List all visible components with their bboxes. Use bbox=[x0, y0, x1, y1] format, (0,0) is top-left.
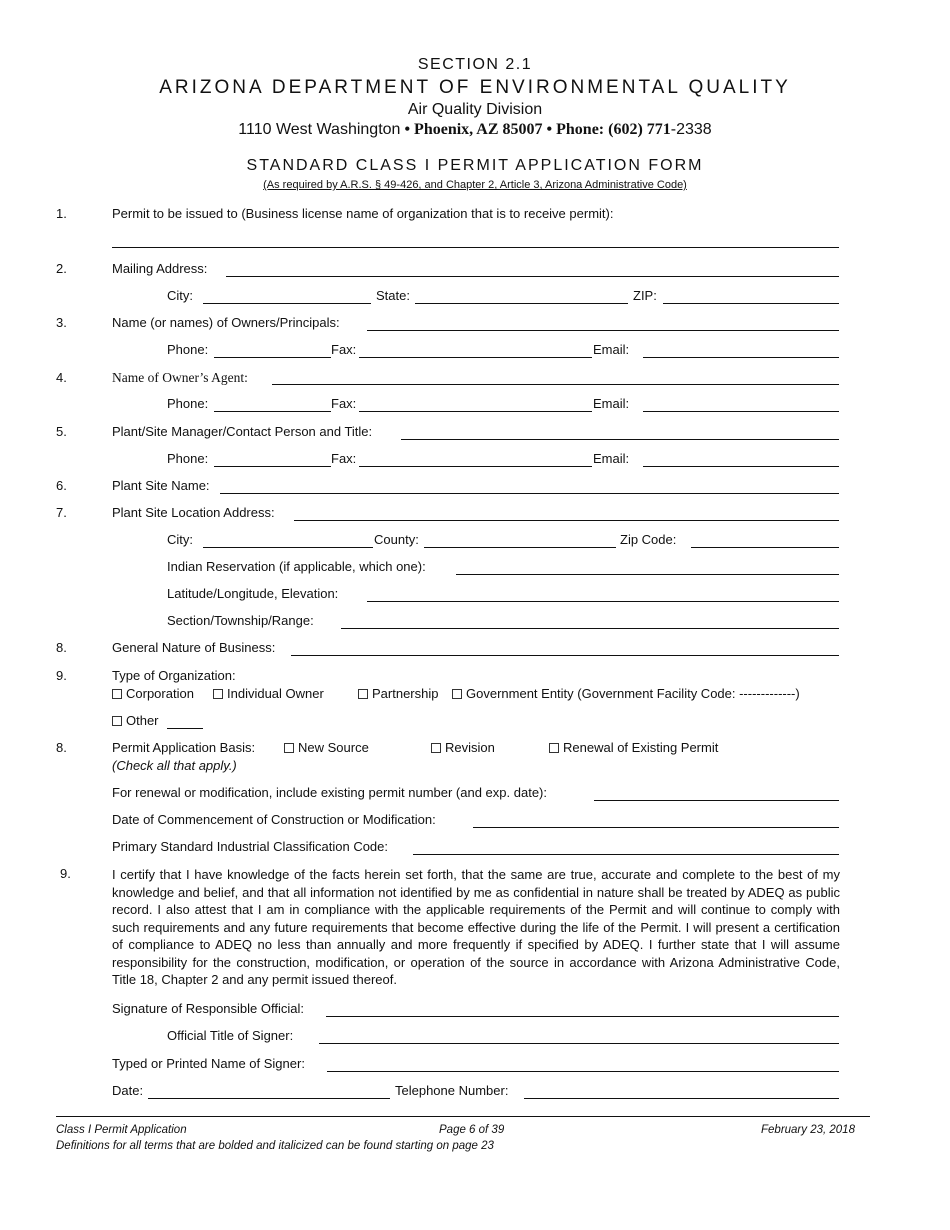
phone-label: Phone: bbox=[167, 342, 209, 357]
owners-phone-field[interactable] bbox=[214, 357, 331, 358]
indian-reservation-label: Indian Reservation (if applicable, which one): bbox=[167, 559, 426, 574]
item-number: 7. bbox=[56, 505, 67, 520]
contact-fax-field[interactable] bbox=[359, 466, 592, 467]
state-field[interactable] bbox=[415, 303, 628, 304]
plant-county-field[interactable] bbox=[424, 547, 616, 548]
sic-code-field[interactable] bbox=[413, 854, 839, 855]
indian-reservation-field[interactable] bbox=[456, 574, 839, 575]
plant-location-field[interactable] bbox=[294, 520, 839, 521]
checkbox-icon[interactable] bbox=[213, 689, 223, 699]
item-number: 3. bbox=[56, 315, 67, 330]
checkbox-icon[interactable] bbox=[431, 743, 441, 753]
zip-code-label: Zip Code: bbox=[620, 532, 677, 547]
org-individual-option[interactable]: Individual Owner bbox=[213, 686, 324, 701]
item-number: 8. bbox=[56, 640, 67, 655]
org-other-option[interactable]: Other bbox=[112, 713, 159, 728]
checkbox-icon[interactable] bbox=[549, 743, 559, 753]
email-label: Email: bbox=[593, 342, 630, 357]
county-label: County: bbox=[374, 532, 419, 547]
city-field[interactable] bbox=[203, 303, 371, 304]
org-partnership-option[interactable]: Partnership bbox=[358, 686, 438, 701]
email-label: Email: bbox=[593, 396, 630, 411]
footer-page-number: Page 6 of 39 bbox=[439, 1124, 505, 1136]
checkbox-icon[interactable] bbox=[112, 689, 122, 699]
date-label: Date: bbox=[112, 1083, 144, 1098]
footer-doc-name: Class I Permit Application bbox=[56, 1124, 187, 1136]
plant-zip-field[interactable] bbox=[691, 547, 839, 548]
owners-fax-field[interactable] bbox=[359, 357, 592, 358]
lat-long-label: Latitude/Longitude, Elevation: bbox=[167, 586, 339, 601]
checkbox-icon[interactable] bbox=[358, 689, 368, 699]
section-label: SECTION 2.1 bbox=[417, 56, 533, 73]
renewal-permit-label: For renewal or modification, include existing permit number (and exp. date): bbox=[112, 785, 547, 800]
zip-label: ZIP: bbox=[633, 288, 657, 303]
application-basis-label: Permit Application Basis: bbox=[112, 740, 256, 755]
date-field[interactable] bbox=[148, 1098, 390, 1099]
nature-of-business-field[interactable] bbox=[291, 655, 839, 656]
plant-site-name-field[interactable] bbox=[220, 493, 839, 494]
commencement-date-label: Date of Commencement of Construction or Modification: bbox=[112, 812, 436, 827]
form-title: STANDARD CLASS I PERMIT APPLICATION FORM bbox=[246, 157, 704, 174]
agent-field[interactable] bbox=[272, 384, 839, 385]
contact-field[interactable] bbox=[401, 439, 839, 440]
agent-phone-field[interactable] bbox=[214, 411, 331, 412]
org-corporation-option[interactable]: Corporation bbox=[112, 686, 194, 701]
plant-city-field[interactable] bbox=[203, 547, 373, 548]
section-township-label: Section/Township/Range: bbox=[167, 613, 314, 628]
owners-label: Name (or names) of Owners/Principals: bbox=[112, 315, 340, 330]
checkbox-icon[interactable] bbox=[452, 689, 462, 699]
department-address: 1110 West Washington • Phoenix, AZ 85007 • Phone: (602) 771-2338 bbox=[238, 121, 712, 138]
fax-label: Fax: bbox=[331, 396, 357, 411]
city-label: City: bbox=[167, 532, 193, 547]
department-name: ARIZONA DEPARTMENT OF ENVIRONMENTAL QUALITY bbox=[159, 77, 791, 98]
telephone-label: Telephone Number: bbox=[395, 1083, 509, 1098]
renewal-permit-field[interactable] bbox=[594, 800, 839, 801]
signature-field[interactable] bbox=[326, 1016, 839, 1017]
mailing-address-field[interactable] bbox=[226, 276, 839, 277]
section-township-field[interactable] bbox=[341, 628, 839, 629]
footer-divider bbox=[56, 1116, 870, 1117]
official-title-label: Official Title of Signer: bbox=[167, 1028, 294, 1043]
division-name: Air Quality Division bbox=[407, 101, 543, 118]
item-number: 5. bbox=[56, 424, 67, 439]
lat-long-field[interactable] bbox=[367, 601, 839, 602]
fax-label: Fax: bbox=[331, 451, 357, 466]
permittee-field[interactable] bbox=[112, 247, 839, 248]
item-number: 1. bbox=[56, 206, 67, 221]
typed-name-label: Typed or Printed Name of Signer: bbox=[112, 1056, 305, 1071]
mailing-address-label: Mailing Address: bbox=[112, 261, 208, 276]
phone-label: Phone: bbox=[167, 451, 209, 466]
org-other-field[interactable] bbox=[167, 728, 203, 729]
zip-field[interactable] bbox=[663, 303, 839, 304]
checkbox-icon[interactable] bbox=[112, 716, 122, 726]
item-number: 6. bbox=[56, 478, 67, 493]
item-number: 2. bbox=[56, 261, 67, 276]
item-number: 9. bbox=[56, 668, 67, 683]
basis-new-source-option[interactable]: New Source bbox=[284, 740, 369, 755]
org-government-option[interactable]: Government Entity (Government Facility Code: -------------) bbox=[452, 686, 800, 701]
basis-revision-option[interactable]: Revision bbox=[431, 740, 495, 755]
owners-field[interactable] bbox=[367, 330, 839, 331]
contact-email-field[interactable] bbox=[643, 466, 839, 467]
signature-label: Signature of Responsible Official: bbox=[112, 1001, 304, 1016]
agent-email-field[interactable] bbox=[643, 411, 839, 412]
form-subtitle: (As required by A.R.S. § 49-426, and Chapter 2, Article 3, Arizona Administrative Code) bbox=[263, 179, 687, 191]
official-title-field[interactable] bbox=[319, 1043, 839, 1044]
contact-label: Plant/Site Manager/Contact Person and Title: bbox=[112, 424, 373, 439]
owners-email-field[interactable] bbox=[643, 357, 839, 358]
footer-definitions-note: Definitions for all terms that are bolded and italicized can be found starting on page 23 bbox=[56, 1140, 494, 1152]
certification-statement: I certify that I have knowledge of the facts herein set forth, that the same are true, accurate and complete to the best of my knowledge and belief, and that all information not identified by me as confidential in nature shall be treated by ADEQ as public record. I also attest that I am in compliance with the applicable requirements of the Permit and will continue to comply with such requirements and any future requirements that become effective during the life of the Permit. I will present a certification of compliance to ADEQ no less than annually and more frequently if specified by ADEQ. I further state that I will assume responsibility for the construction, modification, or operation of the source in accordance with Arizona Administrative Code, Title 18, Chapter 2 and any permit issued thereof. bbox=[112, 867, 840, 987]
org-type-label: Type of Organization: bbox=[112, 668, 236, 683]
agent-label: Name of Owner’s Agent: bbox=[112, 370, 248, 385]
phone-label: Phone: bbox=[167, 396, 209, 411]
plant-location-label: Plant Site Location Address: bbox=[112, 505, 275, 520]
sic-code-label: Primary Standard Industrial Classification Code: bbox=[112, 839, 389, 854]
city-label: City: bbox=[167, 288, 193, 303]
item-number: 4. bbox=[56, 370, 67, 385]
nature-of-business-label: General Nature of Business: bbox=[112, 640, 276, 655]
state-label: State: bbox=[376, 288, 410, 303]
checkbox-icon[interactable] bbox=[284, 743, 294, 753]
telephone-field[interactable] bbox=[524, 1098, 839, 1099]
item-number: 8. bbox=[56, 740, 67, 755]
email-label: Email: bbox=[593, 451, 630, 466]
permittee-label: Permit to be issued to (Business license name of organization that is to receive permit): bbox=[112, 206, 614, 221]
commencement-date-field[interactable] bbox=[473, 827, 839, 828]
fax-label: Fax: bbox=[331, 342, 357, 357]
contact-phone-field[interactable] bbox=[214, 466, 331, 467]
check-all-note: (Check all that apply.) bbox=[112, 758, 237, 773]
typed-name-field[interactable] bbox=[327, 1071, 839, 1072]
basis-renewal-option[interactable]: Renewal of Existing Permit bbox=[549, 740, 718, 755]
plant-site-name-label: Plant Site Name: bbox=[112, 478, 210, 493]
item-number: 9. bbox=[60, 866, 71, 881]
agent-fax-field[interactable] bbox=[359, 411, 592, 412]
footer-date: February 23, 2018 bbox=[761, 1124, 855, 1136]
